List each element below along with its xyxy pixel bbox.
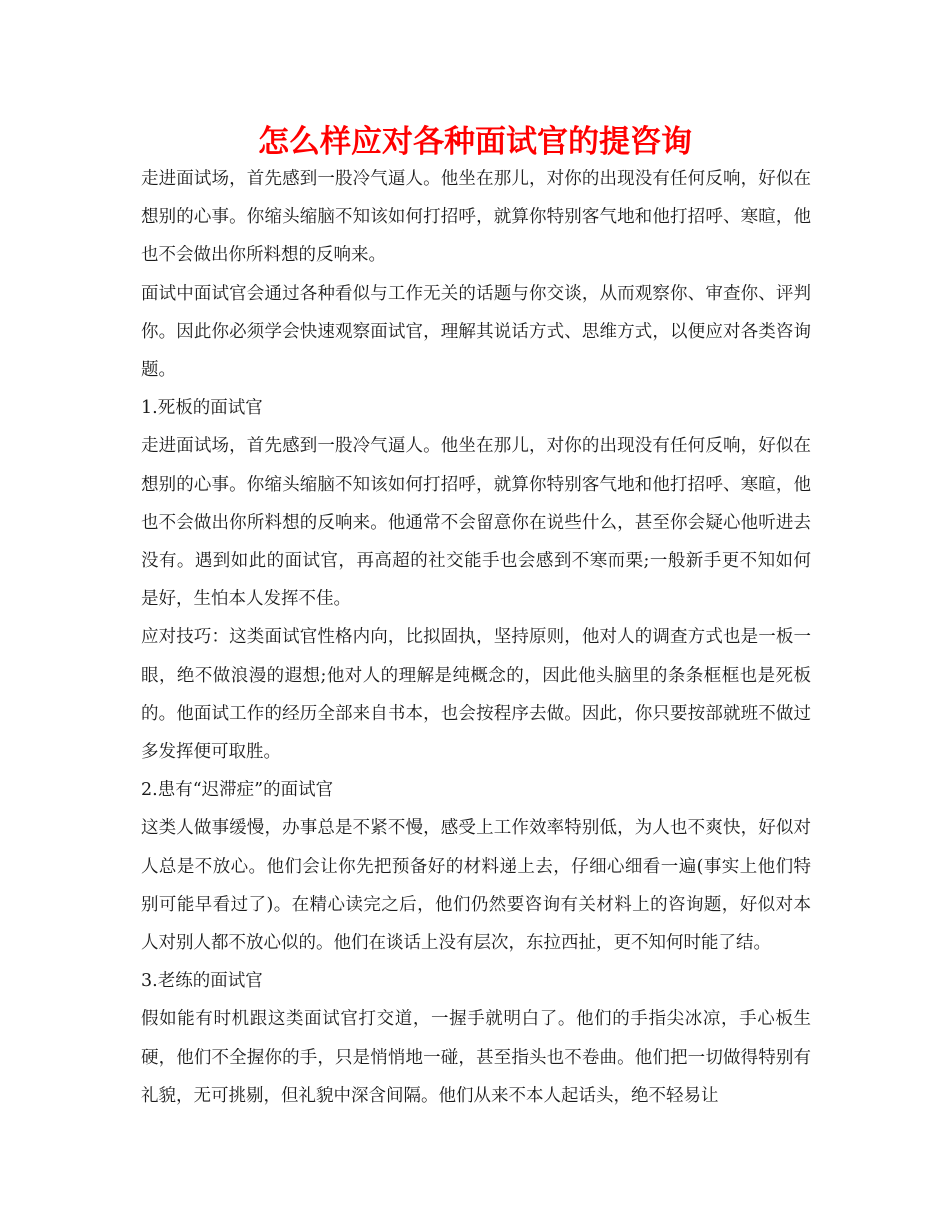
section-heading: 3.老练的面试官 (141, 971, 263, 992)
body-paragraph: 这类人做事缓慢，办事总是不紧不慢，感受上工作效率特别低，为人也不爽快，好似对人总是不放心。他们会让你先把预备好的材料递上去，仔细心细看一遍(事实上他们特别可能早看过了)。在精心读完之后，他们仍然要咨询有关材料上的咨询题，好似对本人对别人都不放心似的。他们在谈话上没有层次，东拉西扯，更不知何时能了结。 (141, 818, 811, 954)
document-title: 怎么样应对各种面试官的提咨询 (258, 124, 692, 160)
body-paragraph: 应对技巧：这类面试官性格内向，比拟固执，坚持原则，他对人的调查方式也是一板一眼，绝不做浪漫的遐想;他对人的理解是纯概念的，因此他头脑里的条条框框也是死板的。他面试工作的经历全部来自书本，也会按程序去做。因此，你只要按部就班不做过多发挥便可取胜。 (141, 627, 811, 763)
body-paragraph: 假如能有时机跟这类面试官打交道，一握手就明白了。他们的手指尖冰凉，手心板生硬，他们不全握你的手，只是悄悄地一碰，甚至指头也不卷曲。他们把一切做得特别有礼貌，无可挑剔，但礼貌中深含间隔。他们从来不本人起话头，绝不轻易让 (141, 1009, 811, 1106)
document-body (141, 160, 811, 1115)
section-heading: 1.死板的面试官 (141, 398, 263, 419)
section-heading: 2.患有“迟滞症”的面试官 (141, 780, 334, 801)
intro-paragraph: 面试中面试官会通过各种看似与工作无关的话题与你交谈，从而观察你、审查你、评判你。因此你必须学会快速观察面试官，理解其说话方式、思维方式，以便应对各类咨询题。 (141, 283, 811, 381)
intro-paragraph: 走进面试场，首先感到一股冷气逼人。他坐在那儿，对你的出现没有任何反响，好似在想别的心事。你缩头缩脑不知该如何打招呼，就算你特别客气地和他打招呼、寒暄，他也不会做出你所料想的反响来。 (141, 169, 811, 266)
body-paragraph: 走进面试场，首先感到一股冷气逼人。他坐在那儿，对你的出现没有任何反响，好似在想别的心事。你缩头缩脑不知该如何打招呼，就算你特别客气地和他打招呼、寒暄，他也不会做出你所料想的反响来。他通常不会留意你在说些什么，甚至你会疑心他听进去没有。遇到如此的面试官，再高超的社交能手也会感到不寒而栗;一般新手更不知如何是好，生怕本人发挥不佳。 (141, 436, 811, 610)
